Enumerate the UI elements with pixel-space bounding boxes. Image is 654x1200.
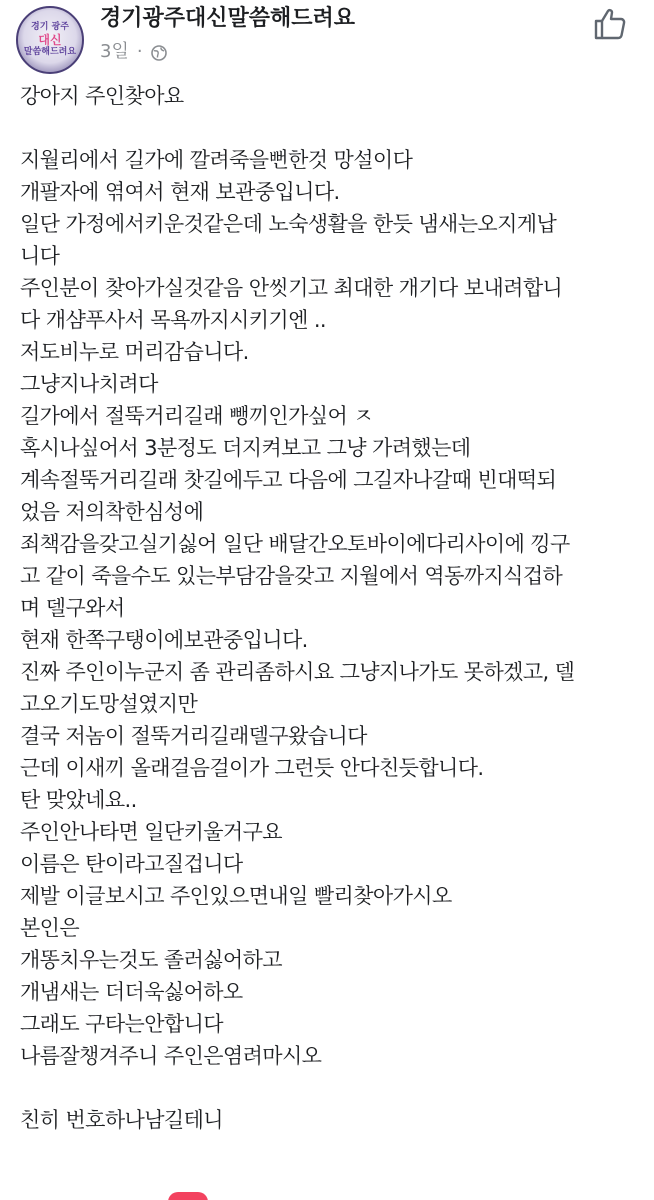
post-text-line: 고오기도망설였지만 — [20, 692, 198, 716]
like-button[interactable] — [590, 6, 630, 46]
post-text-line — [20, 1072, 640, 1104]
meta-separator: · — [136, 41, 143, 62]
post-text-line: 주인안나타면 일단키울거구요 — [20, 820, 282, 844]
post-text-line: 결국 저놈이 절뚝거리길래델구왔습니다 — [20, 724, 367, 748]
post-body — [20, 80, 640, 1136]
post-text-line: 계속절뚝거리길래 찻길에두고 다음에 그길자나갈때 빈대떡되 — [20, 468, 557, 492]
post-time[interactable]: 3일 — [100, 41, 129, 62]
post-header — [0, 0, 654, 80]
avatar-text: 대신 — [38, 33, 62, 47]
post-text-line: 근데 이새끼 올래걸음걸이가 그런듯 안다친듯합니다. — [20, 756, 484, 780]
post-meta — [100, 40, 167, 64]
post-text-line: 본인은 — [20, 916, 80, 940]
avatar[interactable] — [16, 6, 84, 74]
post-text-line: 현재 한쪽구탱이에보관중입니다. — [20, 628, 308, 652]
post-text-line: 고 같이 죽을수도 있는부담감을갖고 지월에서 역동까지식겁하 — [20, 564, 563, 588]
post-text-line: 죄책감을갖고실기싫어 일단 배달간오토바이에다리사이에 낑구 — [20, 532, 570, 556]
post-text-line: 이름은 탄이라고질겁니다 — [20, 852, 243, 876]
post-text-line: 탄 맞았네요.. — [20, 788, 137, 812]
post-text-line: 개똥치우는것도 졸러싫어하고 — [20, 948, 282, 972]
post-text-line: 진짜 주인이누군지 좀 관리좀하시요 그냥지나가도 못하겠고, 델 — [20, 660, 575, 684]
post-text-line: 길가에서 절뚝거리길래 뺑끼인가싶어 ㅈ — [20, 404, 373, 428]
avatar-text: 경기 광주 — [31, 22, 69, 32]
post-text-line — [20, 112, 640, 144]
post-text-line: 그래도 구타는안합니다 — [20, 1012, 223, 1036]
post-text-line: 혹시나싶어서 3분정도 더지켜보고 그냥 가려했는데 — [20, 436, 471, 460]
post-text-line: 제발 이글보시고 주인있으면내일 빨리찾아가시오 — [20, 884, 452, 908]
post-text-line: 개팔자에 엮여서 현재 보관중입니다. — [20, 180, 340, 204]
post-text-line: 강아지 주인찾아요 — [20, 84, 184, 108]
page-name-link[interactable]: 경기광주대신말씀해드려요 — [100, 6, 356, 31]
globe-icon — [151, 44, 167, 60]
post-text-line: 친히 번호하나남길테니 — [20, 1108, 223, 1132]
love-reaction-icon — [168, 1192, 208, 1200]
post-text-line: 개냄새는 더더욱싫어하오 — [20, 980, 243, 1004]
avatar-text: 말씀해드려요 — [23, 47, 77, 57]
post-text-line: 나름잘챙겨주니 주인은염려마시오 — [20, 1044, 322, 1068]
thumbs-up-icon — [592, 6, 628, 46]
post-text-line: 지월리에서 길가에 깔려죽을뻔한것 망설이다 — [20, 148, 413, 172]
post-text-line: 니다 — [20, 244, 60, 268]
post-text-line: 그냥지나치려다 — [20, 372, 158, 396]
post-text-line: 다 개샴푸사서 목욕까지시키기엔 .. — [20, 308, 326, 332]
post-text-line: 저도비누로 머리감습니다. — [20, 340, 249, 364]
post-text-line: 며 델구와서 — [20, 596, 125, 620]
post-text-line: 었음 저의착한심성에 — [20, 500, 204, 524]
post-text-line: 일단 가정에서키운것같은데 노숙생활을 한듯 냄새는오지게납 — [20, 212, 557, 236]
post-text-line: 주인분이 찾아가실것같음 안씻기고 최대한 개기다 보내려합니 — [20, 276, 563, 300]
